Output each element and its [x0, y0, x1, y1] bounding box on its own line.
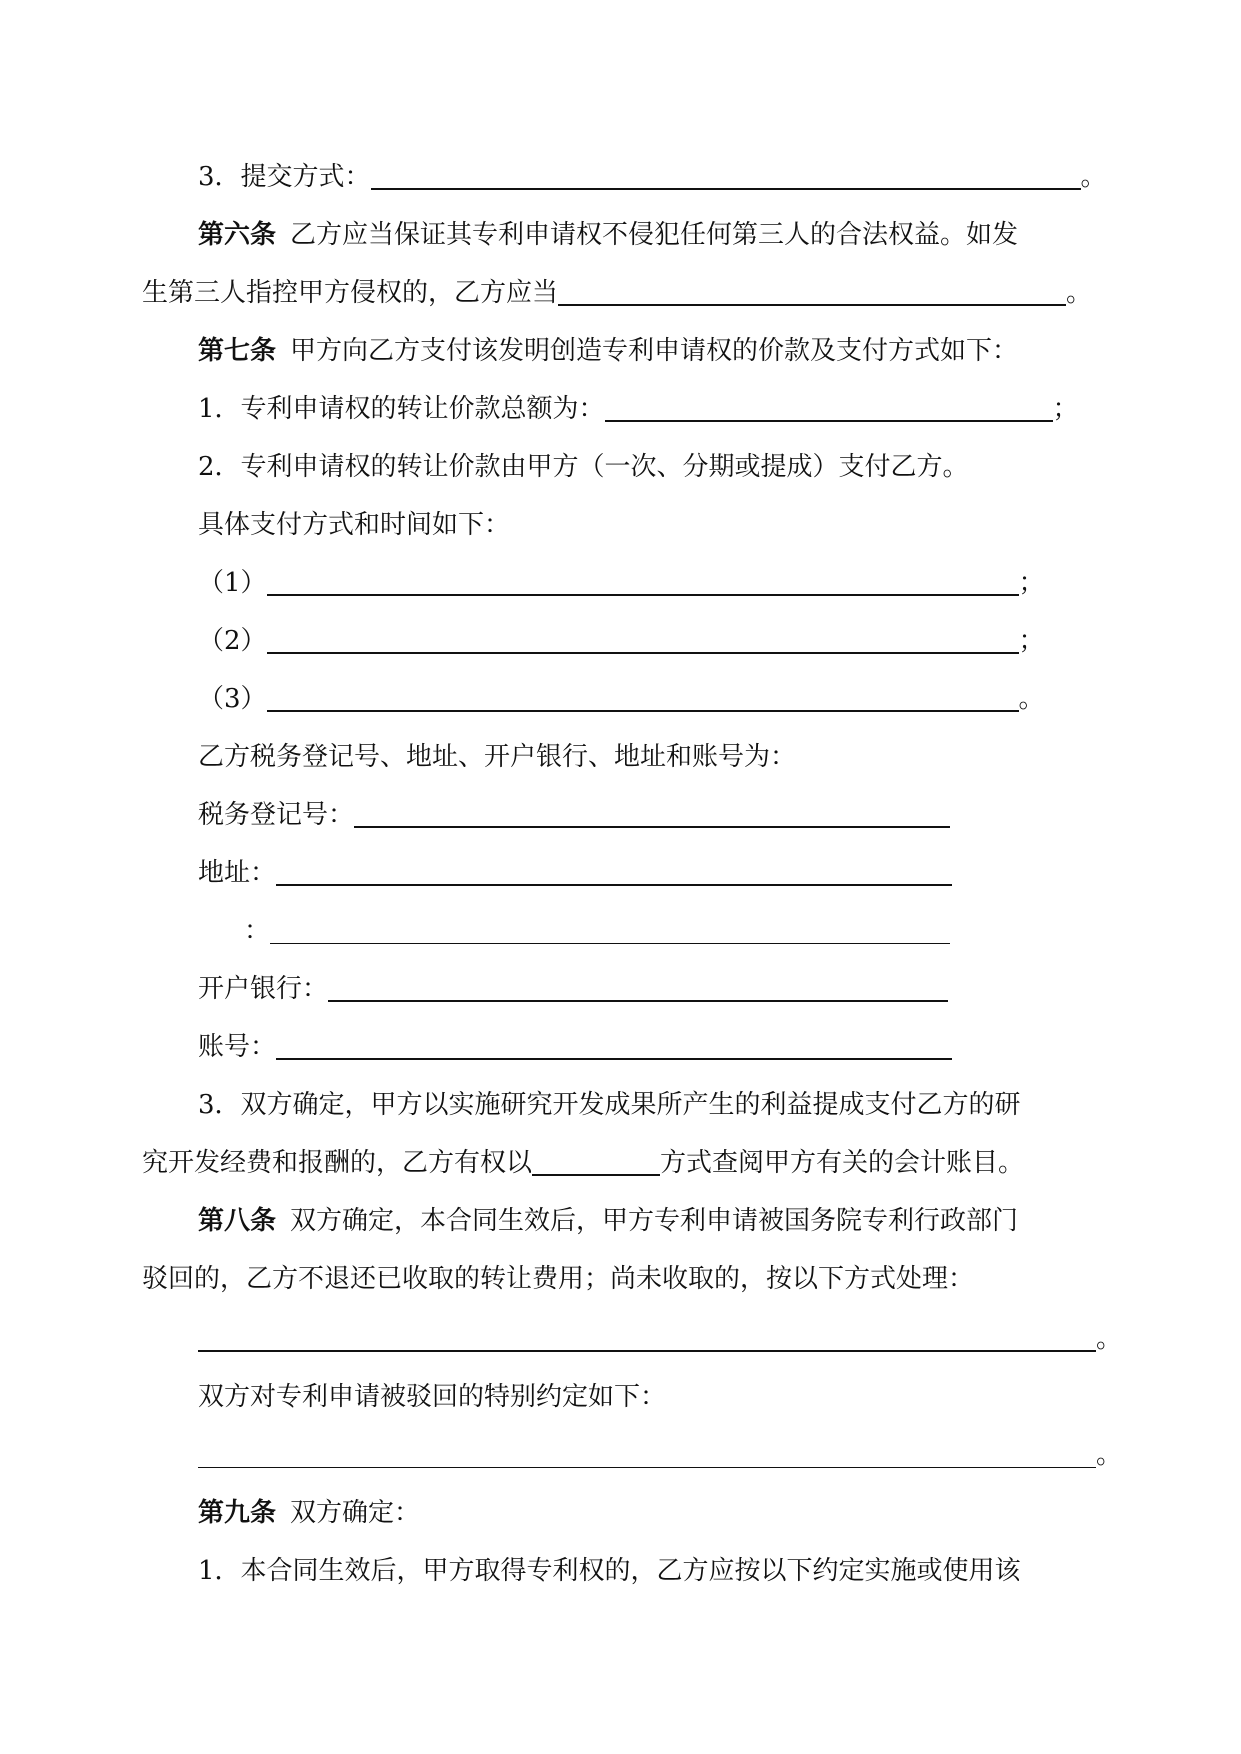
payment-item-3: （3） 。 [198, 684, 1045, 714]
address-blank[interactable] [276, 858, 952, 886]
payment-item-1-blank[interactable] [267, 568, 1019, 596]
article-8-line-1: 第八条 双方确定，本合同生效后，甲方专利申请被国务院专利行政部门 [198, 1206, 1019, 1236]
payment-item-1: （1） ； [198, 568, 1045, 598]
payment-detail-intro: 具体支付方式和时间如下： [198, 510, 511, 540]
transfer-price-line: 1．专利申请权的转让价款总额为： ； [198, 394, 1079, 424]
bank-line: 开户银行： [198, 972, 948, 1006]
extra-field-line: ： [244, 914, 950, 948]
article-9-title: 第九条 [198, 1498, 277, 1528]
audit-method-blank[interactable] [532, 1148, 660, 1176]
infringement-remedy-blank[interactable] [558, 278, 1066, 306]
payment-method-line: 2．专利申请权的转让价款由甲方（一次、分期或提成）支付乙方。 [198, 452, 969, 482]
special-agreement-intro: 双方对专利申请被驳回的特别约定如下： [198, 1382, 667, 1412]
transfer-price-blank[interactable] [605, 394, 1053, 422]
submission-method-label: 3．提交方式： [198, 162, 371, 192]
special-agreement-line: 。 [198, 1438, 1122, 1472]
special-agreement-blank[interactable] [198, 1441, 1096, 1468]
bank-info-intro: 乙方税务登记号、地址、开户银行、地址和账号为： [198, 742, 797, 772]
article-8-title: 第八条 [198, 1206, 277, 1236]
bank-blank[interactable] [328, 974, 948, 1002]
account-line: 账号： [198, 1030, 952, 1064]
article-6-line-1: 第六条 乙方应当保证其专利申请权不侵犯任何第三人的合法权益。如发 [198, 220, 1019, 250]
tax-id-line: 税务登记号： [198, 798, 950, 832]
submission-method-blank[interactable] [371, 162, 1081, 190]
payment-item-2: （2） ； [198, 626, 1045, 656]
royalty-line-1: 3．双方确定，甲方以实施研究开发成果所产生的利益提成支付乙方的研 [198, 1090, 1021, 1120]
article-7-title: 第七条 [198, 336, 277, 366]
article-8-line-2: 驳回的，乙方不退还已收取的转让费用；尚未收取的，按以下方式处理： [142, 1264, 975, 1294]
rejection-handling-line: 。 [198, 1322, 1122, 1356]
rejection-handling-blank[interactable] [198, 1324, 1096, 1352]
article-7-line-1: 第七条 甲方向乙方支付该发明创造专利申请权的价款及支付方式如下： [198, 336, 1019, 366]
payment-item-3-blank[interactable] [267, 684, 1019, 712]
account-blank[interactable] [276, 1032, 952, 1060]
royalty-line-2: 究开发经费和报酬的，乙方有权以 方式查阅甲方有关的会计账目。 [142, 1148, 1025, 1178]
tax-id-blank[interactable] [354, 800, 950, 828]
extra-field-blank[interactable] [270, 917, 950, 944]
article-6-title: 第六条 [198, 220, 277, 250]
address-line: 地址： [198, 856, 952, 890]
article-6-line-2: 生第三人指控甲方侵权的，乙方应当 。 [142, 278, 1093, 308]
article-9-item-1: 1．本合同生效后，甲方取得专利权的，乙方应按以下约定实施或使用该 [198, 1556, 1021, 1586]
payment-item-2-blank[interactable] [267, 626, 1019, 654]
submission-method-line: 3．提交方式： 。 [198, 162, 1107, 192]
article-9-line-1: 第九条 双方确定： [198, 1498, 421, 1528]
